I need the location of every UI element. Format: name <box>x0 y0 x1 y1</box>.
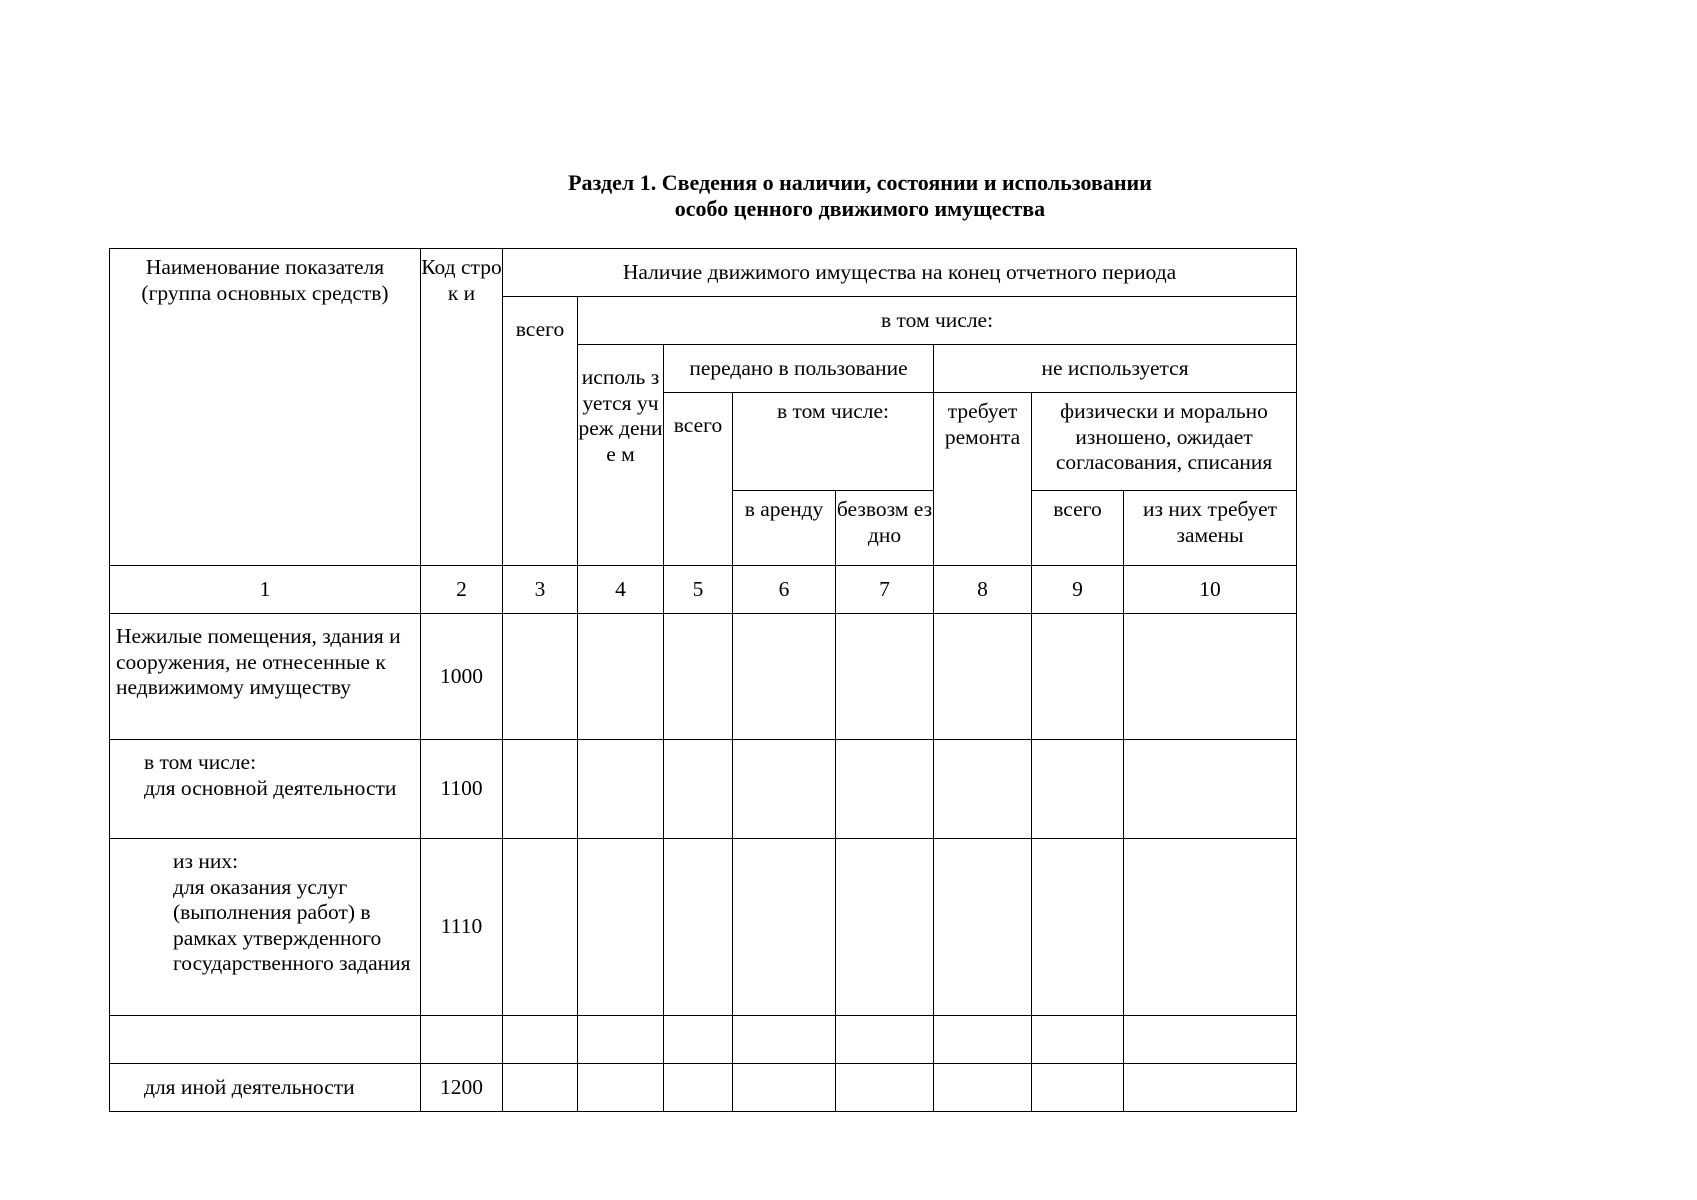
row-name: Нежилые помещения, здания и сооружения, не отнесенные к недвижимому имуществу <box>110 614 421 740</box>
data-cell <box>1124 740 1297 839</box>
data-cell <box>664 1064 733 1112</box>
header-availability: Наличие движимого имущества на конец отчетного периода <box>503 249 1297 297</box>
header-including: в том числе: <box>578 297 1297 345</box>
table-row <box>110 839 1297 1016</box>
data-cell <box>836 839 934 1016</box>
data-cell <box>836 614 934 740</box>
row-name-text: для оказания услуг (выполнения работ) в рамках утвержденного государственного задания <box>173 874 411 975</box>
header-used-by-institution <box>578 345 664 566</box>
table-row <box>110 614 1297 740</box>
data-cell <box>503 1064 578 1112</box>
table-row <box>110 1064 1297 1112</box>
header-free-label: безвозм ездно <box>836 497 933 547</box>
section-title <box>0 170 1697 222</box>
row-code: 1100 <box>421 740 503 839</box>
row-code <box>421 1016 503 1064</box>
column-number: 10 <box>1124 566 1297 614</box>
table-row <box>110 1016 1297 1064</box>
data-cell <box>934 740 1032 839</box>
row-name-text: для основной деятельности <box>144 775 397 800</box>
row-name <box>110 740 421 839</box>
row-name-prefix: из них: <box>173 849 239 873</box>
section-title-line1: Раздел 1. Сведения о наличии, состоянии и использовании <box>568 170 1152 195</box>
row-code: 1110 <box>421 839 503 1016</box>
data-cell <box>578 839 664 1016</box>
column-number: 7 <box>836 566 934 614</box>
header-rent: в аренду <box>733 491 836 566</box>
column-number: 4 <box>578 566 664 614</box>
column-number: 8 <box>934 566 1032 614</box>
data-cell <box>503 1016 578 1064</box>
column-number: 2 <box>421 566 503 614</box>
data-cell <box>664 839 733 1016</box>
data-cell <box>664 614 733 740</box>
data-cell <box>934 1016 1032 1064</box>
data-cell <box>1032 1064 1124 1112</box>
header-total: всего <box>503 297 578 566</box>
table-row <box>110 740 1297 839</box>
header-not-used: не используется <box>934 345 1297 393</box>
row-name-prefix: в том числе: <box>144 750 257 774</box>
data-cell <box>578 1016 664 1064</box>
data-cell <box>733 740 836 839</box>
data-cell <box>503 614 578 740</box>
header-needs-repair: требует ремонта <box>934 393 1032 566</box>
row-name <box>110 1016 421 1064</box>
data-cell <box>1032 839 1124 1016</box>
header-transferred-including: в том числе: <box>733 393 934 491</box>
header-code-label: Код строк и <box>421 255 502 305</box>
data-cell <box>1032 740 1124 839</box>
data-cell <box>578 1064 664 1112</box>
section-title-line2: особо ценного движимого имущества <box>674 196 1046 221</box>
data-cell <box>733 1016 836 1064</box>
row-name <box>110 839 421 1016</box>
column-number: 6 <box>733 566 836 614</box>
data-cell <box>733 1064 836 1112</box>
row-name: для иной деятельности <box>110 1064 421 1112</box>
column-numbers-row <box>110 566 1297 614</box>
column-number: 9 <box>1032 566 1124 614</box>
column-number: 5 <box>664 566 733 614</box>
data-cell <box>733 614 836 740</box>
data-cell <box>503 839 578 1016</box>
data-cell <box>836 1064 934 1112</box>
data-cell <box>1032 1016 1124 1064</box>
data-cell <box>836 740 934 839</box>
header-free <box>836 491 934 566</box>
column-number: 3 <box>503 566 578 614</box>
data-cell <box>934 1064 1032 1112</box>
row-code: 1000 <box>421 614 503 740</box>
data-cell <box>1124 614 1297 740</box>
data-cell <box>1124 1016 1297 1064</box>
data-cell <box>664 1016 733 1064</box>
data-cell <box>578 614 664 740</box>
data-cell <box>578 740 664 839</box>
header-transferred-total: всего <box>664 393 733 566</box>
column-number: 1 <box>110 566 421 614</box>
data-cell <box>934 839 1032 1016</box>
header-code-col <box>421 249 503 566</box>
data-cell <box>934 614 1032 740</box>
property-table <box>109 248 1297 1112</box>
row-code: 1200 <box>421 1064 503 1112</box>
data-cell <box>733 839 836 1016</box>
data-cell <box>664 740 733 839</box>
header-worn-total: всего <box>1032 491 1124 566</box>
header-transferred: передано в пользование <box>664 345 934 393</box>
data-cell <box>1124 839 1297 1016</box>
header-used-label: исполь зуется учреж дение м <box>578 365 663 466</box>
header-worn-out: физически и морально изношено, ожидает согласования, списания <box>1032 393 1297 491</box>
data-cell <box>1032 614 1124 740</box>
header-needs-replacement: из них требует замены <box>1124 491 1297 566</box>
header-name-col: Наименование показателя (группа основных средств) <box>110 249 421 566</box>
data-cell <box>503 740 578 839</box>
data-cell <box>1124 1064 1297 1112</box>
data-cell <box>836 1016 934 1064</box>
